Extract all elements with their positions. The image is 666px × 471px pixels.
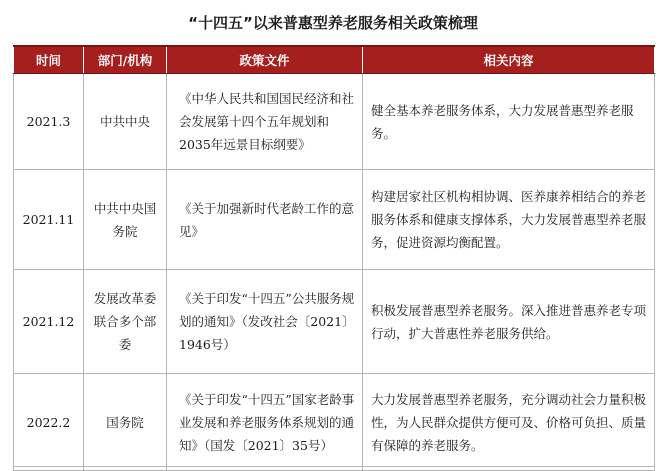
cell-dept: 中共中央 [84,74,167,170]
cell-time: 2022.2 [14,374,84,471]
cell-dept: 国务院 [84,374,167,471]
table-row [14,270,655,374]
table-row [14,374,655,471]
table-row [14,170,655,270]
cell-doc: 《关于印发“十四五”国家老龄事业发展和养老服务体系规划的通知》（国发〔2021〕35号） [167,374,363,471]
table-title: “十四五”以来普惠型养老服务相关政策梳理 [188,14,478,32]
header-content: 相关内容 [363,46,655,74]
policy-table [13,45,655,471]
table-bottom-rule [13,466,654,467]
header-doc: 政策文件 [167,46,363,74]
cell-content: 积极发展普惠型养老服务。深入推进普惠养老专项行动，扩大普惠性养老服务供给。 [363,270,655,374]
header-dept: 部门/机构 [84,46,167,74]
header-time: 时间 [14,46,84,74]
table-row [14,74,655,170]
cell-time: 2021.3 [14,74,84,170]
cell-content: 健全基本养老服务体系，大力发展普惠型养老服务。 [363,74,655,170]
header-row [14,46,655,74]
cell-dept: 发展改革委联合多个部委 [84,270,167,374]
cell-doc: 《中华人民共和国国民经济和社会发展第十四个五年规划和2035年远景目标纲要》 [167,74,363,170]
cell-doc: 《关于印发“十四五”公共服务规划的通知》（发改社会〔2021〕1946号） [167,270,363,374]
cell-time: 2021.12 [14,270,84,374]
cell-content: 构建居家社区机构相协调、医养康养相结合的养老服务体系和健康支撑体系，大力发展普惠型养老服务，促进资源均衡配置。 [363,170,655,270]
cell-doc: 《关于加强新时代老龄工作的意见》 [167,170,363,270]
cell-content: 大力发展普惠型养老服务，充分调动社会力量积极性，为人民群众提供方便可及、价格可负担、质量有保障的养老服务。 [363,374,655,471]
cell-time: 2021.11 [14,170,84,270]
cell-dept: 中共中央国务院 [84,170,167,270]
